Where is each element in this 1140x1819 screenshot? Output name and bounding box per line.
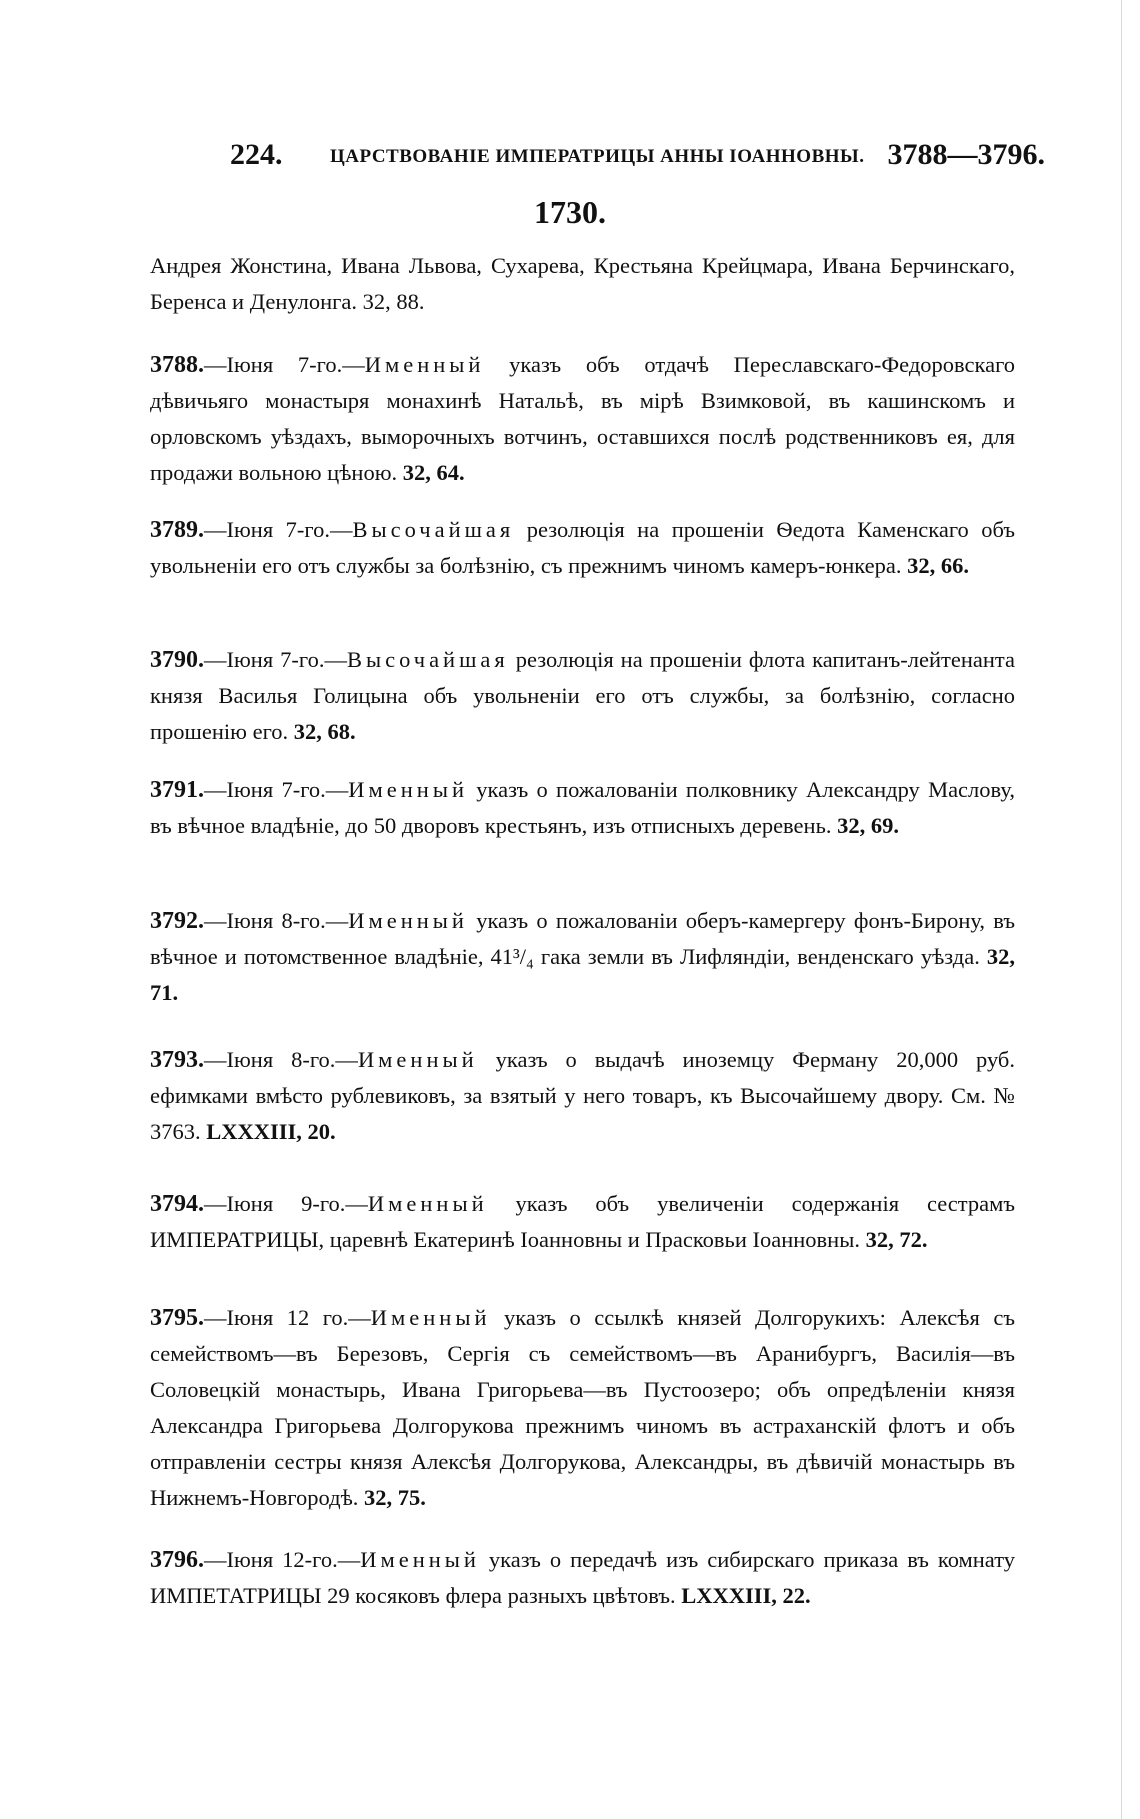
entry-number: 3793. <box>150 1047 204 1073</box>
entry-3793 <box>150 1042 1015 1150</box>
entry-text: указъ о пожалованіи полковнику Александру Маслову, въ вѣчное владѣніе, до 50 дворовъ крестьянъ, изъ отписныхъ деревень. <box>150 777 1016 838</box>
entry-text: указъ о ссылкѣ князей Долгорукихъ: Алексѣя съ семействомъ—въ Березовъ, Сергія съ семействомъ—въ Аранибургъ, Василія—въ Соловецкій монастырь, Ивана Григорьева—въ Пустоозеро; объ опредѣленіи князя Александра Григорьева Долгорукова прежнимъ чиномъ въ астраханскій флотъ и объ отправленіи сестры князя Алексѣя Долгорукова, Александры, въ дѣвичій монастырь въ Нижнемъ-Новгородѣ. <box>150 1305 1015 1510</box>
entry-reference: 32, 71. <box>150 944 1016 1005</box>
page-number: 224. <box>230 138 283 171</box>
entry-kind: Именный <box>357 1047 478 1072</box>
entry-3796 <box>150 1542 1015 1614</box>
entry-range: 3788—3796. <box>887 138 1045 171</box>
running-title: ЦАРСТВОВАНІЕ ИМПЕРАТРИЦЫ АННЫ ІОАННОВНЫ. <box>330 146 865 167</box>
entry-kind: Именный <box>360 1547 480 1572</box>
entry-text: указъ о передачѣ изъ сибирскаго приказа въ комнату ИМПЕТАТРИЦЫ 29 косяковъ флера разныхъ цвѣтовъ. <box>150 1547 1016 1608</box>
entry-kind: Именный <box>348 777 468 802</box>
entry-kind: Высочайшая <box>352 517 515 542</box>
entry-date: —Іюня 7-го.— <box>204 777 349 802</box>
entry-text: указъ о пожалованіи оберъ-камергеру фонъ-Бирону, въ вѣчное и потомственное владѣніе, 41³/₄ гака земли въ Лифляндіи, венденскаго уѣзда. <box>150 908 1016 969</box>
entry-number: 3788. <box>150 352 204 378</box>
entry-3790 <box>150 642 1015 750</box>
entry-text: указъ объ увеличеніи содержанія сестрамъ ИМПЕРАТРИЦЫ, царевнѣ Екатеринѣ Іоанновны и Прасковьи Іоанновны. <box>150 1191 1015 1252</box>
entry-date: —Іюня 8-го.— <box>204 908 349 933</box>
entry-text: указъ о выдачѣ иноземцу Ферману 20,000 руб. ефимками вмѣсто рублевиковъ, за взятый у него товаръ, къ Высочайшему двору. См. № 3763. <box>150 1047 1016 1144</box>
entry-3789 <box>150 512 1015 584</box>
entry-reference: LXXXIII, 22. <box>681 1583 811 1608</box>
entry-3792 <box>150 903 1015 1011</box>
entry-kind: Именный <box>364 352 485 377</box>
entry-number: 3792. <box>150 908 204 934</box>
entry-date: —Іюня 8-го.— <box>204 1047 358 1072</box>
entry-reference: 32, 72. <box>865 1227 928 1252</box>
continuation-paragraph <box>150 248 1015 320</box>
entry-date: —Іюня 7-го.— <box>204 352 365 377</box>
entry-reference: 32, 64. <box>402 460 465 485</box>
page-header <box>230 138 1050 178</box>
continuation-text: Андрея Жонстина, Ивана Львова, Сухарева, Крестьяна Крейцмара, Ивана Берчинскаго, Беренса и Денулонга. 32, 88. <box>150 253 1015 314</box>
entry-kind: Именный <box>348 908 468 933</box>
entry-3794 <box>150 1186 1015 1258</box>
entry-3795 <box>150 1300 1015 1516</box>
entry-date: —Іюня 12 го.— <box>204 1305 371 1330</box>
entry-text: резолюція на прошеніи Ѳедота Каменскаго объ увольненіи его отъ службы за болѣзнію, съ прежнимъ чиномъ камеръ-юнкера. <box>150 517 1016 578</box>
entry-number: 3795. <box>150 1305 204 1331</box>
entry-reference: 32, 75. <box>364 1485 426 1510</box>
entry-number: 3790. <box>150 647 204 673</box>
entry-date: —Іюня 12-го.— <box>204 1547 361 1572</box>
entry-date: —Іюня 9-го.— <box>204 1191 368 1216</box>
entry-reference: 32, 66. <box>907 553 970 578</box>
entry-number: 3791. <box>150 777 204 803</box>
entry-kind: Именный <box>367 1191 488 1216</box>
entry-reference: 32, 69. <box>837 813 899 838</box>
entry-reference: LXXXIII, 20. <box>206 1119 336 1144</box>
entry-3791 <box>150 772 1015 844</box>
entry-text: резолюція на прошеніи флота капитанъ-лейтенанта князя Василья Голицына объ увольненіи его отъ службы, за болѣзнію, согласно прошенію его. <box>150 647 1015 744</box>
year-heading: 1730. <box>534 194 606 230</box>
entry-number: 3796. <box>150 1547 204 1573</box>
entry-reference: 32, 68. <box>293 719 356 744</box>
entry-number: 3789. <box>150 517 204 543</box>
page-edge-rule <box>1121 0 1122 1819</box>
entry-number: 3794. <box>150 1191 204 1217</box>
entry-kind: Именный <box>370 1305 491 1330</box>
entry-text: указъ объ отдачѣ Переславскаго-Федоровскаго дѣвичьяго монастыря монахинѣ Натальѣ, въ мірѣ Взимковой, въ кашинскомъ и орловскомъ уѣздахъ, выморочныхъ вотчинъ, оставшихся послѣ родственниковъ ея, для продажи вольною цѣною. <box>150 352 1015 485</box>
entry-3788 <box>150 347 1015 491</box>
entry-kind: Высочайшая <box>346 647 509 672</box>
entry-date: —Іюня 7-го.— <box>204 647 347 672</box>
entry-date: —Іюня 7-го.— <box>204 517 353 542</box>
